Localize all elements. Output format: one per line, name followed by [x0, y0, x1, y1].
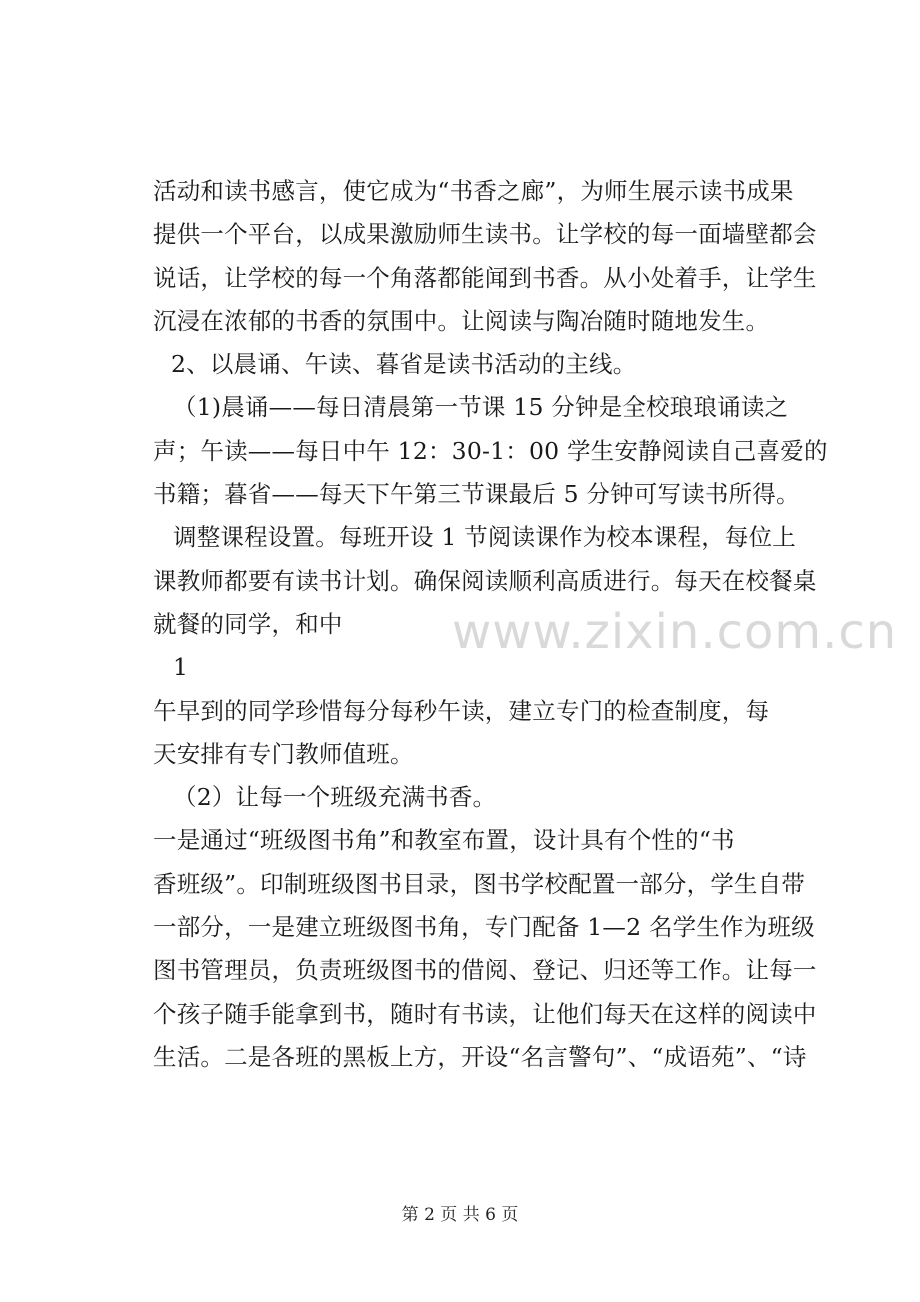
text-line: （1)晨诵——每日清晨第一节课 15 分钟是全校琅琅诵读之	[173, 393, 789, 422]
watermark: www.zixin.com.cn	[452, 604, 898, 660]
text-line: 图书管理员，负责班级图书的借阅、登记、归还等工作。让每一	[153, 956, 817, 985]
text-line: 调整课程设置。每班开设 1 节阅读课作为校本课程，每位上	[173, 523, 796, 552]
text-line: 一是通过“班级图书角”和教室布置，设计具有个性的“书	[153, 826, 735, 855]
text-line: 一部分，一是建立班级图书角，专门配备 1—2 名学生作为班级	[153, 913, 815, 942]
text-line: 课教师都要有读书计划。确保阅读顺利高质进行。每天在校餐桌	[153, 566, 817, 595]
text-line: 沉浸在浓郁的书香的氛围中。让阅读与陶冶随时随地发生。	[153, 306, 770, 335]
text-line: 提供一个平台，以成果激励师生读书。让学校的每一面墙壁都会	[153, 220, 817, 249]
page-number-inline: 1	[173, 653, 189, 682]
text-line: （2）让每一个班级充满书香。	[173, 783, 497, 812]
text-line: 午早到的同学珍惜每分每秒午读，建立专门的检查制度，每	[153, 696, 770, 725]
text-line: 天安排有专门教师值班。	[153, 739, 414, 768]
text-line: 书籍；暮省——每天下午第三节课最后 5 分钟可写读书所得。	[153, 480, 800, 509]
text-line: 2、以晨诵、午读、暮省是读书活动的主线。	[171, 350, 637, 379]
text-line: 生活。二是各班的黑板上方，开设“名言警句”、“成语苑”、“诗	[153, 1042, 807, 1071]
text-line: 香班级”。印制班级图书目录，图书学校配置一部分，学生自带	[153, 869, 806, 898]
text-line: 活动和读书感言，使它成为“书香之廊”，为师生展示读书成果	[153, 177, 794, 205]
text-line: 就餐的同学，和中	[153, 609, 343, 638]
text-line: 声；午读——每日中午 12：30-1：00 学生安静阅读自己喜爱的	[153, 436, 828, 465]
page-footer: 第 2 页 共 6 页	[401, 1205, 519, 1225]
text-line: 说话，让学校的每一个角落都能闻到书香。从小处着手，让学生	[153, 263, 817, 292]
text-line: 个孩子随手能拿到书，随时有书读，让他们每天在这样的阅读中	[153, 999, 817, 1028]
